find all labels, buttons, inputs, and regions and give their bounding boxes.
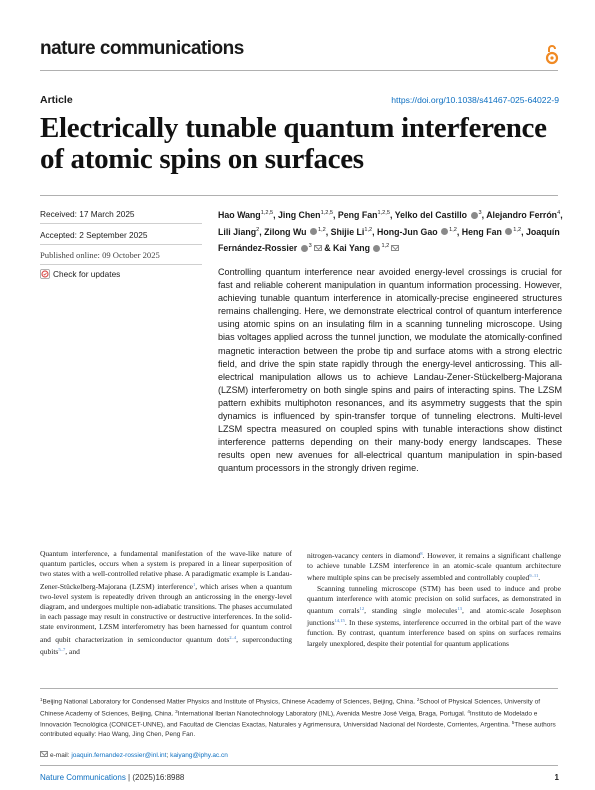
header-rule — [40, 70, 558, 71]
accepted-date: Accepted: 2 September 2025 — [40, 230, 148, 240]
author[interactable]: Zilong Wu $^{1,2}$ — [264, 226, 326, 237]
reference-link[interactable]: 12 — [359, 606, 365, 612]
paragraph: nitrogen-vacancy centers in diamond$^8$. However, it remains a significant challenge to achieve tunable LZSM interference in an atomic-scale quantum architecture where multiple spins can be precisely assembled and controllably coupled$^{9-11}$. — [307, 551, 561, 583]
footer-citation: Nature Communications | (2025)16:8988 — [40, 773, 185, 782]
open-access-icon — [545, 43, 559, 65]
paragraph: Scanning tunneling microscope (STM) has been used to induce and probe quantum interference with atomic precision on solid surfaces, as demonstrated in quantum corrals$^{12}$, standing single molecules$^{13}$, and atomic-scale Josephson junctions$^{14,15}$. In these systems, interference occurred in the orbital part of the wave function. By contrast, quantum interference based on spins on surfaces remains largely unexplored, despite their potential for quantum applications — [307, 583, 561, 648]
author[interactable]: Alejandro Ferrón$^4$ — [486, 210, 561, 220]
reference-link[interactable]: 5–7 — [58, 646, 66, 652]
author[interactable]: Yelko del Castillo $^3$ — [394, 210, 482, 220]
orcid-icon[interactable] — [310, 228, 317, 235]
orcid-icon[interactable] — [505, 228, 512, 235]
author[interactable]: Jing Chen$^{1,2,5}$ — [278, 210, 334, 220]
title-rule — [40, 195, 558, 196]
author[interactable]: Shijie Li$^{1,2}$ — [330, 226, 373, 237]
author[interactable]: Heng Fan $^{1,2}$ — [461, 226, 522, 237]
orcid-icon[interactable] — [373, 245, 380, 252]
mail-icon[interactable] — [314, 245, 322, 251]
doi-link[interactable]: https://doi.org/10.1038/s41467-025-64022-9 — [391, 95, 559, 105]
meta-rule — [40, 244, 202, 245]
published-date: Published online: 09 October 2025 — [40, 250, 160, 260]
page-number: 1 — [554, 773, 559, 782]
author[interactable]: Lili Jiang$^2$ — [218, 226, 260, 237]
body-column-left — [40, 549, 292, 657]
check-updates-icon — [40, 269, 50, 279]
reference-link[interactable]: 1 — [193, 581, 196, 587]
author[interactable]: Hao Wang$^{1,2,5}$ — [218, 210, 274, 220]
email-link[interactable]: kaiyang@iphy.ac.cn — [170, 752, 228, 759]
reference-link[interactable]: 2–4 — [229, 634, 237, 640]
mail-icon[interactable] — [391, 245, 399, 251]
affiliations: $^1$Beijing National Laboratory for Condensed Matter Physics and Institute of Physics, Chinese Academy of Sciences, Beijing, China. $^2$School of Physical Sciences, University of Chinese Academy of Sciences, Beijing, China. $^3$International Iberian Nanotechnology Laboratory (INL), Avenida Mestre José Veiga, Braga, Portugal. $^4$Instituto de Modelado e Innovación Tecnológica (CONICET-UNNE), and Facultad de Ciencias Exactas, Naturales y Agrimensura, Universidad Nacional del Nordeste, Corrientes, Argentina. $^5$These authors contributed equally: Hao Wang, Jing Chen, Peng Fan. — [40, 697, 556, 739]
received-date: Received: 17 March 2025 — [40, 209, 135, 219]
author-list: Hao Wang$^{1,2,5}$, Jing Chen$^{1,2,5}$, Peng Fan$^{1,2,5}$, Yelko del Castillo $^3$, Alejandro Ferrón$^4$, Lili Jiang$^2$, Zilong Wu $^{1,2}$, Shijie Li$^{1,2}$, Hong-Jun Gao $^{1,2}$, Heng Fan $^{1,2}$, Joaquín Fernández-Rossier $^3$ & Kai Yang $^{1,2}$ — [218, 210, 563, 254]
meta-rule — [40, 264, 202, 265]
body-column-right — [307, 549, 561, 649]
reference-link[interactable]: 9–11 — [529, 573, 539, 579]
author[interactable]: Peng Fan$^{1,2,5}$ — [337, 210, 390, 220]
email-link[interactable]: joaquin.fernandez-rossier@inl.int — [71, 752, 167, 759]
author[interactable]: Kai Yang $^{1,2}$ — [333, 243, 399, 253]
footer-rule — [40, 765, 558, 766]
orcid-icon[interactable] — [471, 212, 478, 219]
article-title: Electrically tunable quantum interference of atomic spins on surfaces — [40, 112, 547, 175]
mail-icon — [40, 751, 48, 757]
reference-link[interactable]: 8 — [420, 551, 423, 556]
journal-name[interactable]: nature communications — [40, 38, 244, 59]
reference-link[interactable]: 14,15 — [334, 618, 345, 624]
check-updates-label: Check for updates — [53, 269, 121, 279]
correspondence-email: e-mail: joaquin.fernandez-rossier@inl.int; kaiyang@iphy.ac.cn — [40, 751, 562, 759]
author[interactable]: Hong-Jun Gao $^{1,2}$ — [377, 226, 457, 237]
footer-journal-link[interactable]: Nature Communications — [40, 773, 126, 782]
check-for-updates-button[interactable] — [40, 269, 120, 279]
paragraph: Quantum interference, a fundamental manifestation of the wave-like nature of quantum particles, occurs when a system is prepared in a linear superposition of two states with a well-controlled relative phase. A paradigmatic example is Landau-Zener-Stückelberg-Majorana (LZSM) interference$^1$, which arises when a quantum two-level system is repeatedly driven through an anticrossing in the energy-level diagram, and undergoes multiple non-adiabatic transitions. The phases accumulated in each passage may result in constructive or destructive interferences. In the solid-state environment, LZSM interferometry has been harnessed for quantum control and qubit characterization in semiconductor quantum dots$^{2-4}$, superconducting qubits$^{5-7}$, and — [40, 549, 292, 656]
article-type: Article — [40, 94, 73, 106]
author[interactable]: Joaquín Fernández-Rossier $^3$ — [218, 226, 560, 254]
abstract: Controlling quantum interference near avoided energy-level crossings is crucial for fast and reliable coherent manipulation in quantum information processing. However, achieving tunable quantum interference in atomically-precise engineered structures remains challenging. Here, we demonstrate electrical control of quantum interference using atomic spins on an insulating film in a scanning tunneling microscope. Using bias voltages applied across the tunnel junction, we modulate the atomically-confined magnetic interaction between the probe tip and surface atoms with a strong electric field, and drive the spin state rapidly through the energy-level anticrossing. This all-electrical manipulation allows us to achieve Landau-Zener-Stückelberg-Majorana (LZSM) interferometry on both single spins and pairs of interacting spins. The LZSM pattern exhibits multiphoton resonances, and its asymmetry suggests that the spin dynamics is influenced by spin-transfer torque of tunneling electrons. Multi-level LZSM spectra measured on coupled spins with tunable interactions show distinct interference patterns depending on their many-body energy landscapes. These results open new avenues for all-electrical quantum manipulation in spin-based quantum processors in the strongly driven regime. — [218, 267, 562, 474]
affiliations-rule — [40, 688, 558, 689]
orcid-icon[interactable] — [301, 245, 308, 252]
orcid-icon[interactable] — [441, 228, 448, 235]
meta-rule — [40, 223, 202, 224]
reference-link[interactable]: 13 — [457, 606, 462, 612]
